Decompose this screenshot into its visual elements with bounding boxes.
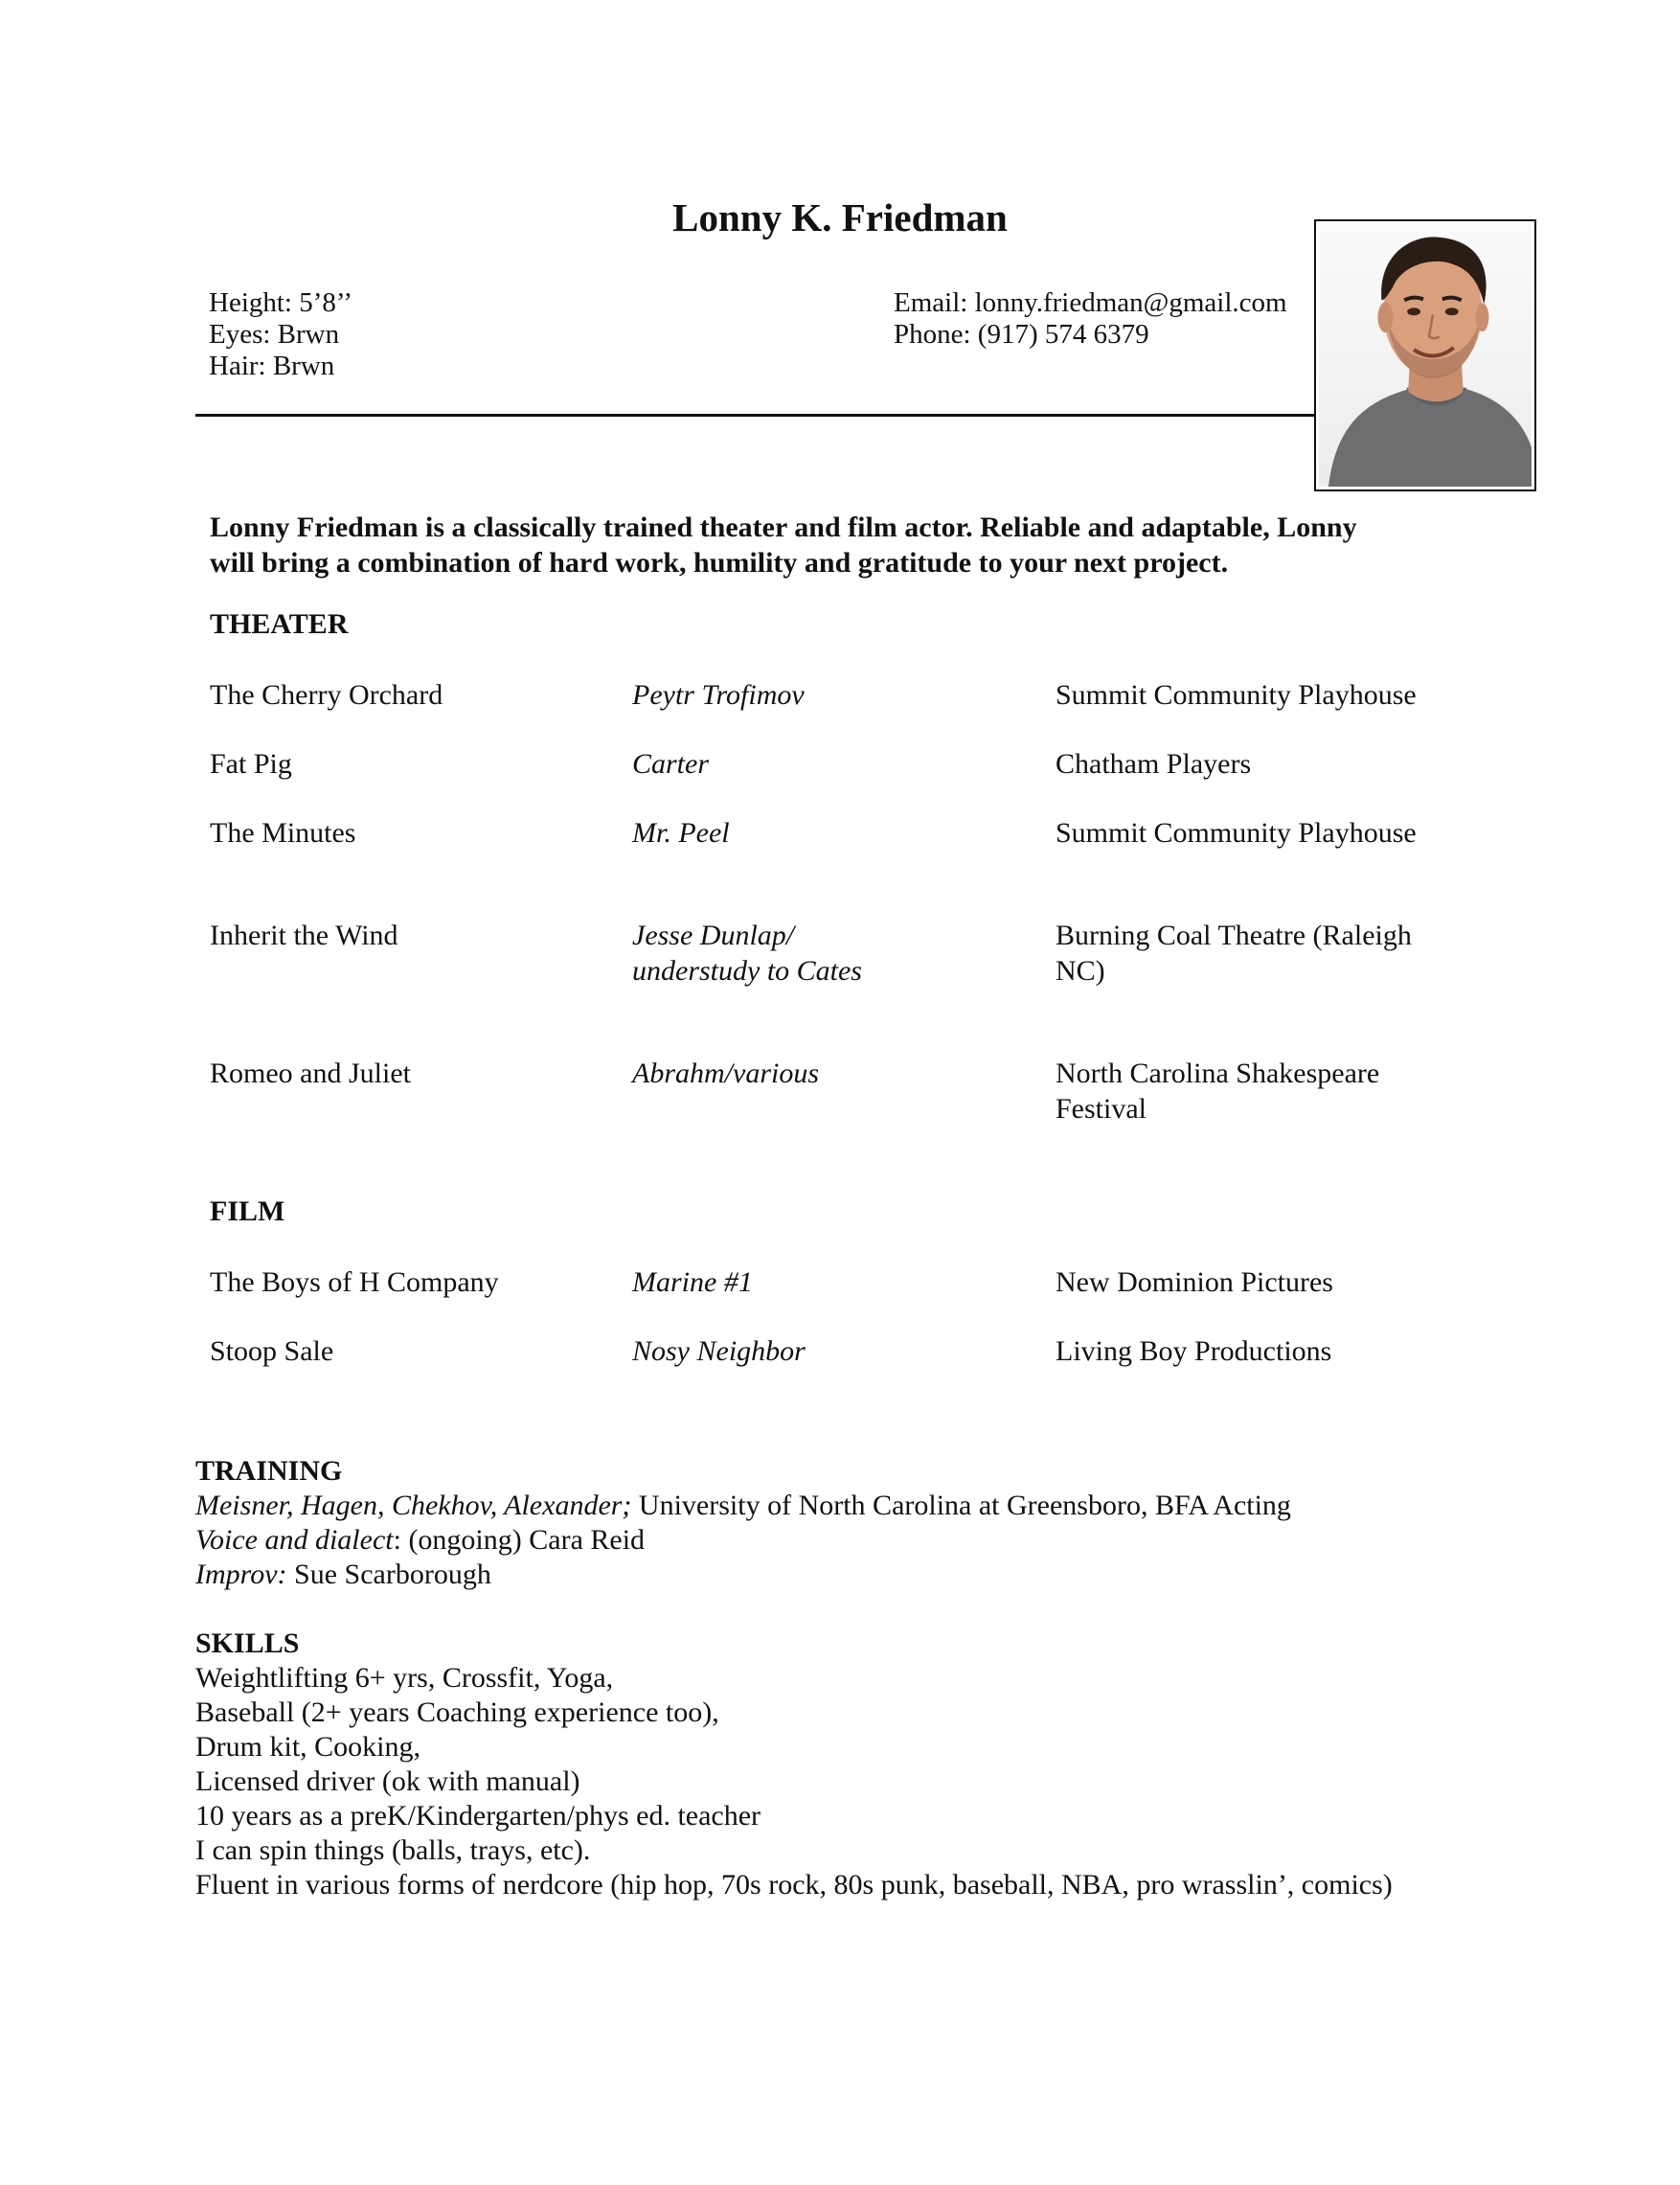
credit-show: Stoop Sale <box>210 1335 334 1367</box>
credit-venue-line-1: North Carolina Shakespeare <box>1056 1058 1380 1089</box>
credit-venue-line-1: Burning Coal Theatre (Raleigh <box>1056 920 1412 951</box>
training-voice-label: Voice and dialect <box>195 1524 394 1556</box>
theater-heading: THEATER <box>210 608 349 640</box>
skill-item: 10 years as a preK/Kindergarten/phys ed. teacher <box>195 1800 761 1832</box>
credit-role: Peytr Trofimov <box>632 679 805 711</box>
credit-show: Romeo and Juliet <box>210 1058 411 1089</box>
credit-row <box>0 677 1680 716</box>
headshot-photo <box>1314 219 1536 491</box>
credit-role: Nosy Neighbor <box>632 1335 806 1367</box>
eyes-text: Eyes: Brwn <box>209 319 340 350</box>
training-section <box>195 1454 1291 1592</box>
height-text: Height: 5’8’’ <box>209 287 353 318</box>
phone-text: Phone: (917) 574 6379 <box>894 319 1149 350</box>
credit-row <box>0 746 1680 785</box>
hair-text: Hair: Brwn <box>209 351 335 381</box>
training-line-1 <box>195 1489 1291 1523</box>
skill-item: Baseball (2+ years Coaching experience too), <box>195 1696 719 1728</box>
credit-row <box>0 1264 1680 1303</box>
credit-venue: Living Boy Productions <box>1056 1335 1332 1367</box>
credit-venue <box>1056 918 1458 989</box>
credit-role: Abrahm/various <box>632 1058 819 1089</box>
credit-show: Inherit the Wind <box>210 920 398 951</box>
physical-info <box>209 287 352 382</box>
headshot-photo-icon <box>1319 224 1532 487</box>
credit-row <box>0 815 1680 854</box>
credit-show: The Minutes <box>210 817 356 849</box>
training-school: University of North Carolina at Greensboro, BFA Acting <box>631 1490 1291 1521</box>
training-heading: TRAINING <box>195 1455 343 1487</box>
credit-role-line-2: understudy to Cates <box>632 955 862 987</box>
film-heading: FILM <box>210 1195 285 1227</box>
credit-venue-line-2: Festival <box>1056 1093 1146 1125</box>
credit-role <box>632 918 1034 989</box>
skill-item: Licensed driver (ok with manual) <box>195 1765 580 1797</box>
training-improv-label: Improv: <box>195 1559 287 1590</box>
summary-line-1: Lonny Friedman is a classically trained theater and film actor. Reliable and adaptable, Lonny <box>210 512 1357 543</box>
credit-role: Mr. Peel <box>632 817 730 849</box>
credit-venue <box>1056 1056 1458 1127</box>
credit-role: Marine #1 <box>632 1266 753 1298</box>
skills-heading: SKILLS <box>195 1627 300 1659</box>
skill-item: I can spin things (balls, trays, etc). <box>195 1834 591 1866</box>
credit-venue-line-2: NC) <box>1056 955 1105 987</box>
email-text: Email: lonny.friedman@gmail.com <box>894 287 1287 318</box>
training-line-3 <box>195 1558 1291 1592</box>
summary-line-2: will bring a combination of hard work, humility and gratitude to your next project. <box>210 547 1229 579</box>
credit-venue: Summit Community Playhouse <box>1056 679 1417 711</box>
training-improv-teacher: Sue Scarborough <box>286 1559 491 1590</box>
credit-row <box>0 1056 1680 1132</box>
credit-role-line-1: Jesse Dunlap/ <box>632 920 795 951</box>
actor-name: Lonny K. Friedman <box>672 195 1008 239</box>
skill-item: Weightlifting 6+ yrs, Crossfit, Yoga, <box>195 1662 614 1694</box>
summary <box>210 510 1455 580</box>
skill-item: Drum kit, Cooking, <box>195 1731 421 1763</box>
header-divider <box>195 414 1321 417</box>
credit-show: The Boys of H Company <box>210 1266 499 1298</box>
skills-section <box>195 1627 1393 1902</box>
credit-role: Carter <box>632 748 710 780</box>
credit-row <box>0 1333 1680 1372</box>
skill-item: Fluent in various forms of nerdcore (hip hop, 70s rock, 80s punk, baseball, NBA, pro wrasslin’, comics) <box>195 1869 1393 1900</box>
contact-info <box>894 287 1287 351</box>
credit-venue: Chatham Players <box>1056 748 1252 780</box>
credit-venue: Summit Community Playhouse <box>1056 817 1417 849</box>
training-voice-teacher: : (ongoing) Cara Reid <box>393 1524 646 1556</box>
training-method: Meisner, Hagen, Chekhov, Alexander; <box>195 1490 632 1521</box>
credit-show: The Cherry Orchard <box>210 679 443 711</box>
credit-row <box>0 918 1680 994</box>
training-line-2 <box>195 1523 1291 1558</box>
credit-show: Fat Pig <box>210 748 292 780</box>
credit-venue: New Dominion Pictures <box>1056 1266 1333 1298</box>
